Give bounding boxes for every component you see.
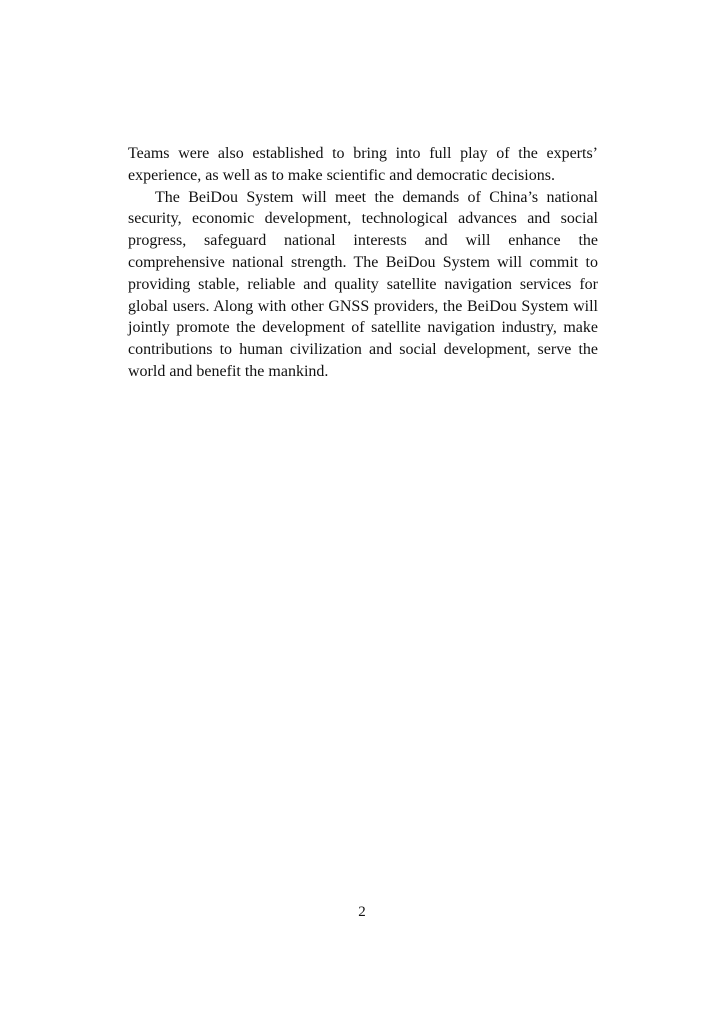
paragraph-continuation: Teams were also established to bring into full play of the experts’ experience, as well as to make scientific and democratic decisions. (128, 145, 598, 184)
paragraph-beidou-system: The BeiDou System will meet the demands of China’s national security, economic development, technological advances and social progress, safeguard national interests and will enhance the comprehensive national strength. The BeiDou System will commit to providing stable, reliable and quality satellite navigation services for global users. Along with other GNSS providers, the BeiDou System will jointly promote the development of satellite navigation industry, make contributions to human civilization and social development, serve the world and benefit the mankind. (128, 188, 598, 380)
page-number: 2 (358, 904, 366, 920)
body-text (128, 143, 598, 383)
